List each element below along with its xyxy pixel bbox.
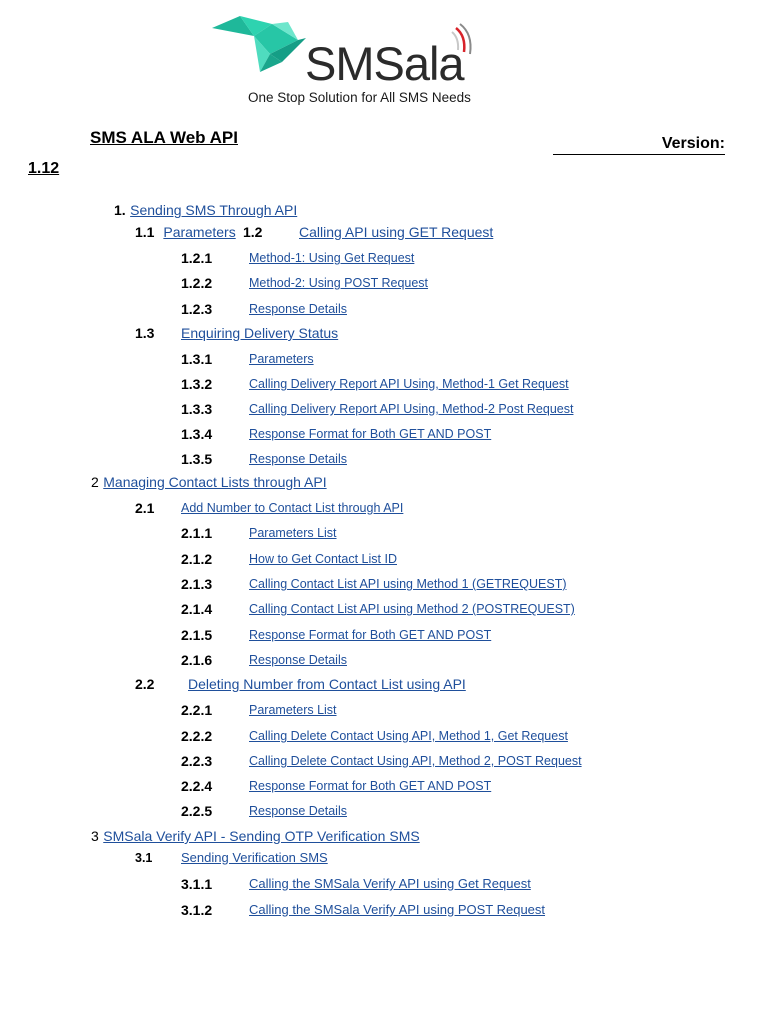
toc-link-2-1-3[interactable]: Calling Contact List API using Method 1 (GETREQUEST) — [249, 577, 567, 591]
toc-entry-1-3-3[interactable]: 1.3.3 — [181, 401, 213, 417]
toc-link-3-1-2[interactable]: Calling the SMSala Verify API using POST Request — [249, 902, 546, 917]
toc-entry-2-1-3[interactable]: 2.1.3 — [181, 576, 213, 592]
toc-entry-2-2-1[interactable]: 2.2.1 — [181, 702, 213, 718]
toc-link-2-2-1[interactable]: Parameters List — [249, 703, 337, 717]
toc-entry-1-3-1[interactable]: 1.3.1 — [181, 351, 213, 367]
toc-link-3-1-1[interactable]: Calling the SMSala Verify API using Get Request — [249, 876, 531, 891]
toc-entry-2-1-2[interactable]: 2.1.2 — [181, 551, 213, 567]
toc-entry-1-2-1[interactable]: 1.2.1 — [181, 250, 213, 266]
toc-link-1-2-2[interactable]: Method-2: Using POST Request — [249, 276, 429, 290]
toc-link-2-2-4[interactable]: Response Format for Both GET AND POST — [249, 779, 492, 793]
toc-link-2-2-5[interactable]: Response Details — [249, 804, 347, 818]
toc-entry-1-2[interactable]: 1.2 — [243, 224, 263, 240]
toc-entry-1-3[interactable]: 1.3 — [135, 325, 155, 341]
toc-entry-1-2-2[interactable]: 1.2.2 — [181, 275, 213, 291]
document-title: SMS ALA Web API — [90, 128, 238, 147]
toc-link-2-1-6[interactable]: Response Details — [249, 653, 347, 667]
toc-link-2-2-3[interactable]: Calling Delete Contact Using API, Method 2, POST Request — [249, 754, 582, 768]
toc-link-1-3-2[interactable]: Calling Delivery Report API Using, Method-1 Get Request — [249, 377, 569, 391]
toc-entry-2-1-6[interactable]: 2.1.6 — [181, 652, 213, 668]
toc-link-2-2-2[interactable]: Calling Delete Contact Using API, Method 1, Get Request — [249, 729, 568, 743]
toc-entry-2-2-3[interactable]: 2.2.3 — [181, 753, 213, 769]
toc-link-2-1-5[interactable]: Response Format for Both GET AND POST — [249, 628, 492, 642]
toc-link-1-3-5[interactable]: Response Details — [249, 452, 347, 466]
toc-entry-2-1-5[interactable]: 2.1.5 — [181, 627, 213, 643]
toc-link-1-2-1[interactable]: Method-1: Using Get Request — [249, 251, 415, 265]
toc-link-2-2[interactable]: Deleting Number from Contact List using API — [188, 676, 466, 692]
toc-entry-3[interactable]: 3 SMSala Verify API - Sending OTP Verification SMS — [91, 828, 420, 844]
toc-link-1-2-3[interactable]: Response Details — [249, 302, 347, 316]
brand-name: SMSala — [305, 37, 464, 90]
toc-link-2-1[interactable]: Add Number to Contact List through API — [181, 501, 404, 515]
version-number: 1.12 — [28, 160, 60, 177]
toc-link-1-3-3[interactable]: Calling Delivery Report API Using, Method-2 Post Request — [249, 402, 574, 416]
toc-link-1-3-1[interactable]: Parameters — [249, 352, 314, 366]
toc-entry-1[interactable]: 1. Sending SMS Through API — [114, 202, 298, 218]
toc-entry-2-2-4[interactable]: 2.2.4 — [181, 778, 213, 794]
toc-entry-2[interactable]: 2 Managing Contact Lists through API — [91, 474, 327, 490]
toc-entry-3-1[interactable]: 3.1 — [135, 851, 153, 865]
toc-entry-3-1-1[interactable]: 3.1.1 — [181, 876, 213, 892]
brand-tagline: One Stop Solution for All SMS Needs — [248, 90, 471, 105]
toc-entry-2-2[interactable]: 2.2 — [135, 676, 155, 692]
toc-entry-1-1[interactable]: 1.1 Parameters — [135, 224, 236, 240]
toc-entry-1-3-5[interactable]: 1.3.5 — [181, 451, 213, 467]
toc-entry-2-1[interactable]: 2.1 — [135, 500, 155, 516]
toc-link-1-3[interactable]: Enquiring Delivery Status — [181, 325, 339, 341]
toc-entry-2-2-2[interactable]: 2.2.2 — [181, 728, 213, 744]
toc-entry-2-1-1[interactable]: 2.1.1 — [181, 525, 213, 541]
toc-entry-1-3-4[interactable]: 1.3.4 — [181, 426, 213, 442]
toc-link-2-1-2[interactable]: How to Get Contact List ID — [249, 552, 397, 566]
toc-entry-3-1-2[interactable]: 3.1.2 — [181, 902, 213, 918]
toc-link-3-1[interactable]: Sending Verification SMS — [181, 850, 328, 865]
smsala-logo — [210, 14, 490, 106]
toc-link-2-1-4[interactable]: Calling Contact List API using Method 2 (POSTREQUEST) — [249, 602, 575, 616]
toc-link-1-3-4[interactable]: Response Format for Both GET AND POST — [249, 427, 492, 441]
toc-entry-1-3-2[interactable]: 1.3.2 — [181, 376, 213, 392]
bird-logo-icon — [212, 16, 306, 72]
toc-entry-2-1-4[interactable]: 2.1.4 — [181, 601, 213, 617]
toc-entry-2-2-5[interactable]: 2.2.5 — [181, 803, 213, 819]
toc-entry-1-2-link[interactable]: Calling API using GET Request — [299, 224, 494, 240]
version-label: Version: — [553, 134, 725, 155]
toc-entry-1-2-3[interactable]: 1.2.3 — [181, 301, 213, 317]
toc-link-2-1-1[interactable]: Parameters List — [249, 526, 337, 540]
